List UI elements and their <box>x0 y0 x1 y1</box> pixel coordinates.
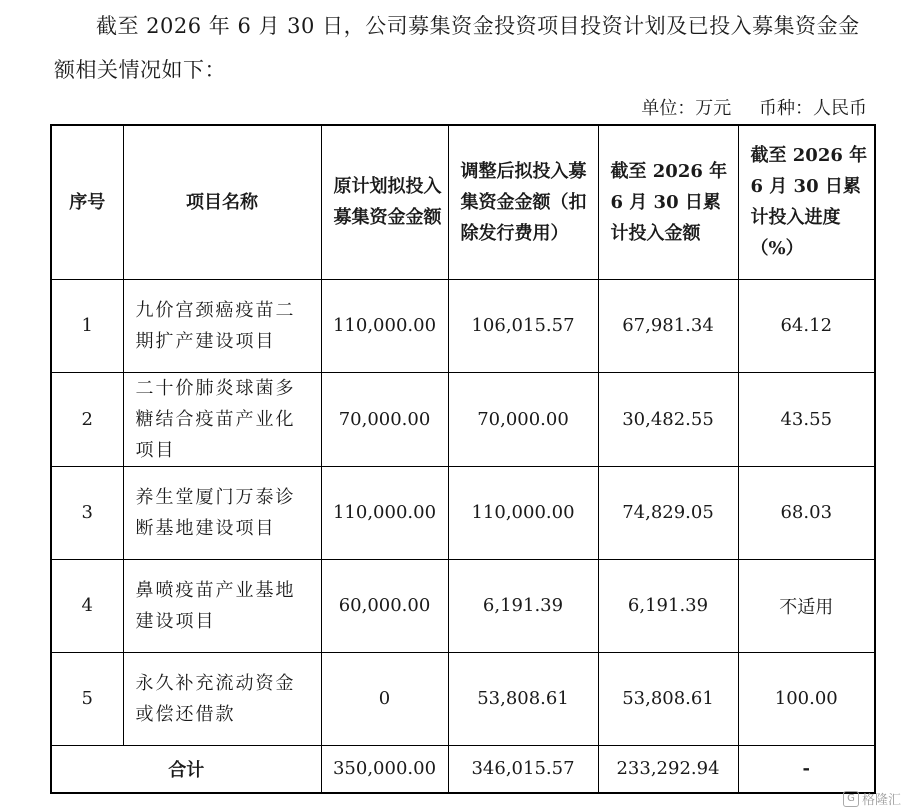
watermark-text: 格隆汇 <box>861 793 901 808</box>
cell-no: 5 <box>51 652 123 745</box>
cell-progress: 100.00 <box>738 652 875 745</box>
watermark <box>843 789 901 808</box>
total-adjusted: 346,015.57 <box>448 745 598 793</box>
table-header-row <box>51 125 875 279</box>
cell-adjusted: 70,000.00 <box>448 372 598 466</box>
cell-progress: 不适用 <box>738 559 875 652</box>
table-row <box>51 279 875 372</box>
header-progress: 截至 2026 年 6 月 30 日累计投入进度（%） <box>738 125 875 279</box>
watermark-logo-icon: G <box>843 791 859 807</box>
total-original: 350,000.00 <box>321 745 448 793</box>
total-progress: - <box>738 745 875 793</box>
cell-progress: 68.03 <box>738 466 875 559</box>
cell-original: 60,000.00 <box>321 559 448 652</box>
header-name: 项目名称 <box>123 125 321 279</box>
cell-invested: 30,482.55 <box>598 372 738 466</box>
cell-original: 70,000.00 <box>321 372 448 466</box>
cell-invested: 53,808.61 <box>598 652 738 745</box>
cell-original: 110,000.00 <box>321 279 448 372</box>
cell-name: 二十价肺炎球菌多糖结合疫苗产业化项目 <box>123 372 321 466</box>
currency-label: 币种：人民币 <box>759 98 867 119</box>
header-original: 原计划拟投入募集资金金额 <box>321 125 448 279</box>
table-total-row <box>51 745 875 793</box>
cell-invested: 6,191.39 <box>598 559 738 652</box>
total-label: 合计 <box>51 745 321 793</box>
table-row <box>51 559 875 652</box>
table-row <box>51 652 875 745</box>
cell-progress: 43.55 <box>738 372 875 466</box>
cell-adjusted: 106,015.57 <box>448 279 598 372</box>
cell-invested: 67,981.34 <box>598 279 738 372</box>
cell-no: 4 <box>51 559 123 652</box>
cell-adjusted: 110,000.00 <box>448 466 598 559</box>
cell-original: 110,000.00 <box>321 466 448 559</box>
total-invested: 233,292.94 <box>598 745 738 793</box>
cell-name: 鼻喷疫苗产业基地建设项目 <box>123 559 321 652</box>
cell-name: 养生堂厦门万泰诊断基地建设项目 <box>123 466 321 559</box>
table-row <box>51 466 875 559</box>
investment-table <box>50 124 876 794</box>
cell-name: 九价宫颈癌疫苗二期扩产建设项目 <box>123 279 321 372</box>
cell-original: 0 <box>321 652 448 745</box>
cell-adjusted: 6,191.39 <box>448 559 598 652</box>
cell-no: 3 <box>51 466 123 559</box>
intro-paragraph: 截至 2026 年 6 月 30 日，公司募集资金投资项目投资计划及已投入募集资金金额相关情况如下： <box>54 14 860 82</box>
header-no: 序号 <box>51 125 123 279</box>
table-row <box>51 372 875 466</box>
unit-label: 单位：万元 <box>641 98 732 119</box>
cell-name: 永久补充流动资金或偿还借款 <box>123 652 321 745</box>
cell-no: 1 <box>51 279 123 372</box>
header-adjusted: 调整后拟投入募集资金金额（扣除发行费用） <box>448 125 598 279</box>
header-invested: 截至 2026 年 6 月 30 日累计投入金额 <box>598 125 738 279</box>
cell-progress: 64.12 <box>738 279 875 372</box>
cell-no: 2 <box>51 372 123 466</box>
cell-adjusted: 53,808.61 <box>448 652 598 745</box>
unit-note <box>641 94 867 120</box>
cell-invested: 74,829.05 <box>598 466 738 559</box>
